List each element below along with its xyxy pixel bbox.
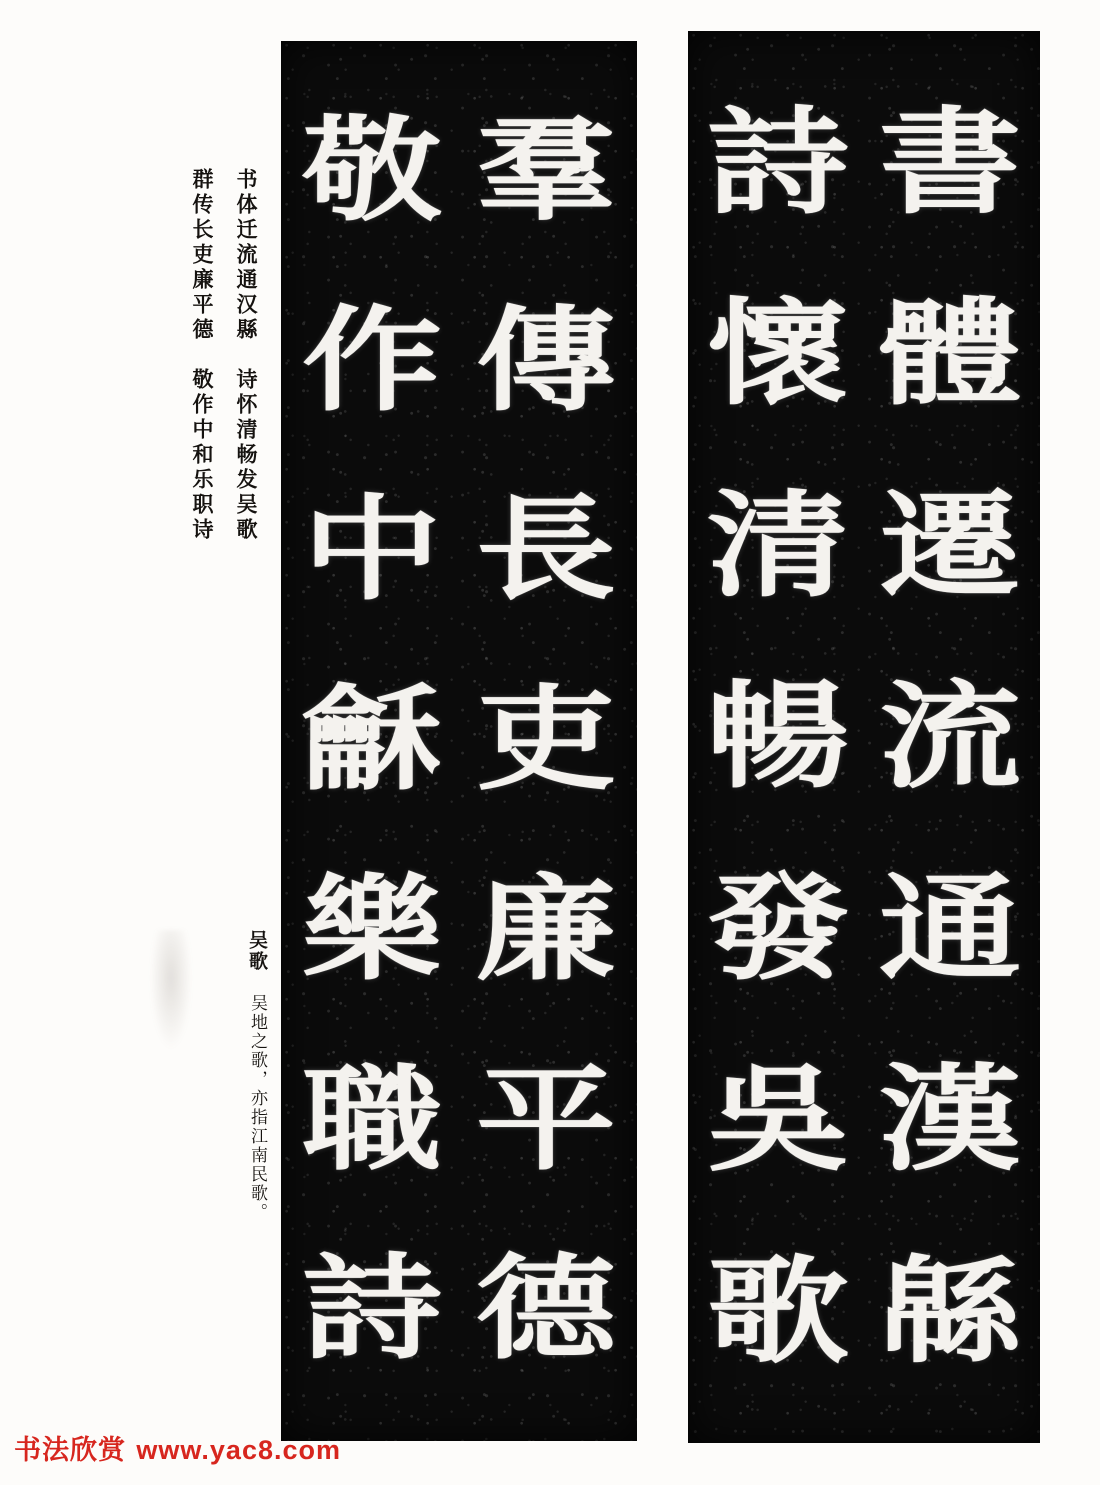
glyph-column-right-1	[864, 37, 1036, 1435]
glyph: 暢	[706, 668, 850, 804]
glyph: 流	[878, 668, 1022, 804]
glyph: 書	[878, 93, 1022, 230]
glyph: 漢	[878, 1051, 1022, 1187]
glyph: 長	[476, 483, 616, 617]
transcription-block	[150, 168, 268, 598]
transcription-line: 书体迁流通汉縣 诗怀清畅发吴歌	[234, 168, 258, 543]
glyph: 樂	[302, 862, 442, 996]
glyph-column-left-2	[285, 47, 459, 1433]
site-watermark	[14, 1428, 341, 1467]
paper-smudge	[150, 930, 192, 1050]
glyph: 詩	[706, 93, 850, 230]
watermark-url: www.yac8.com	[136, 1435, 341, 1465]
glyph-column-left-1	[459, 47, 633, 1433]
glyph: 德	[476, 1242, 616, 1376]
glyph: 中	[302, 483, 442, 617]
rubbing-panel-right	[688, 31, 1040, 1443]
glyph: 清	[706, 476, 850, 613]
glyph: 懷	[706, 285, 850, 421]
annotation-block	[210, 930, 272, 1260]
annotation-headword: 吴歌	[246, 930, 268, 972]
transcription-line: 群传长吏廉平德 敬作中和乐职诗	[190, 168, 214, 543]
glyph: 發	[706, 859, 850, 996]
glyph: 傳	[476, 293, 616, 427]
rubbing-panel-left	[281, 41, 637, 1441]
glyph: 通	[878, 859, 1022, 996]
glyph: 歌	[706, 1242, 850, 1379]
glyph: 吏	[476, 672, 616, 807]
glyph: 詩	[302, 1242, 442, 1376]
glyph: 羣	[476, 103, 616, 237]
glyph: 職	[302, 1052, 442, 1186]
glyph: 體	[878, 285, 1022, 421]
glyph-column-right-2	[692, 37, 864, 1435]
watermark-label: 书法欣赏	[14, 1435, 126, 1466]
glyph: 緜	[878, 1242, 1022, 1379]
glyph: 平	[476, 1052, 616, 1186]
glyph: 吳	[706, 1051, 850, 1187]
glyph: 遷	[878, 476, 1022, 613]
glyph: 敬	[302, 103, 442, 237]
glyph: 龢	[302, 672, 442, 807]
glyph-grid-left	[281, 41, 637, 1441]
glyph: 作	[302, 293, 442, 427]
annotation-body: 吴地之歌，亦指江南民歌。	[247, 994, 267, 1222]
glyph: 廉	[476, 862, 616, 996]
glyph-grid-right	[688, 31, 1040, 1443]
